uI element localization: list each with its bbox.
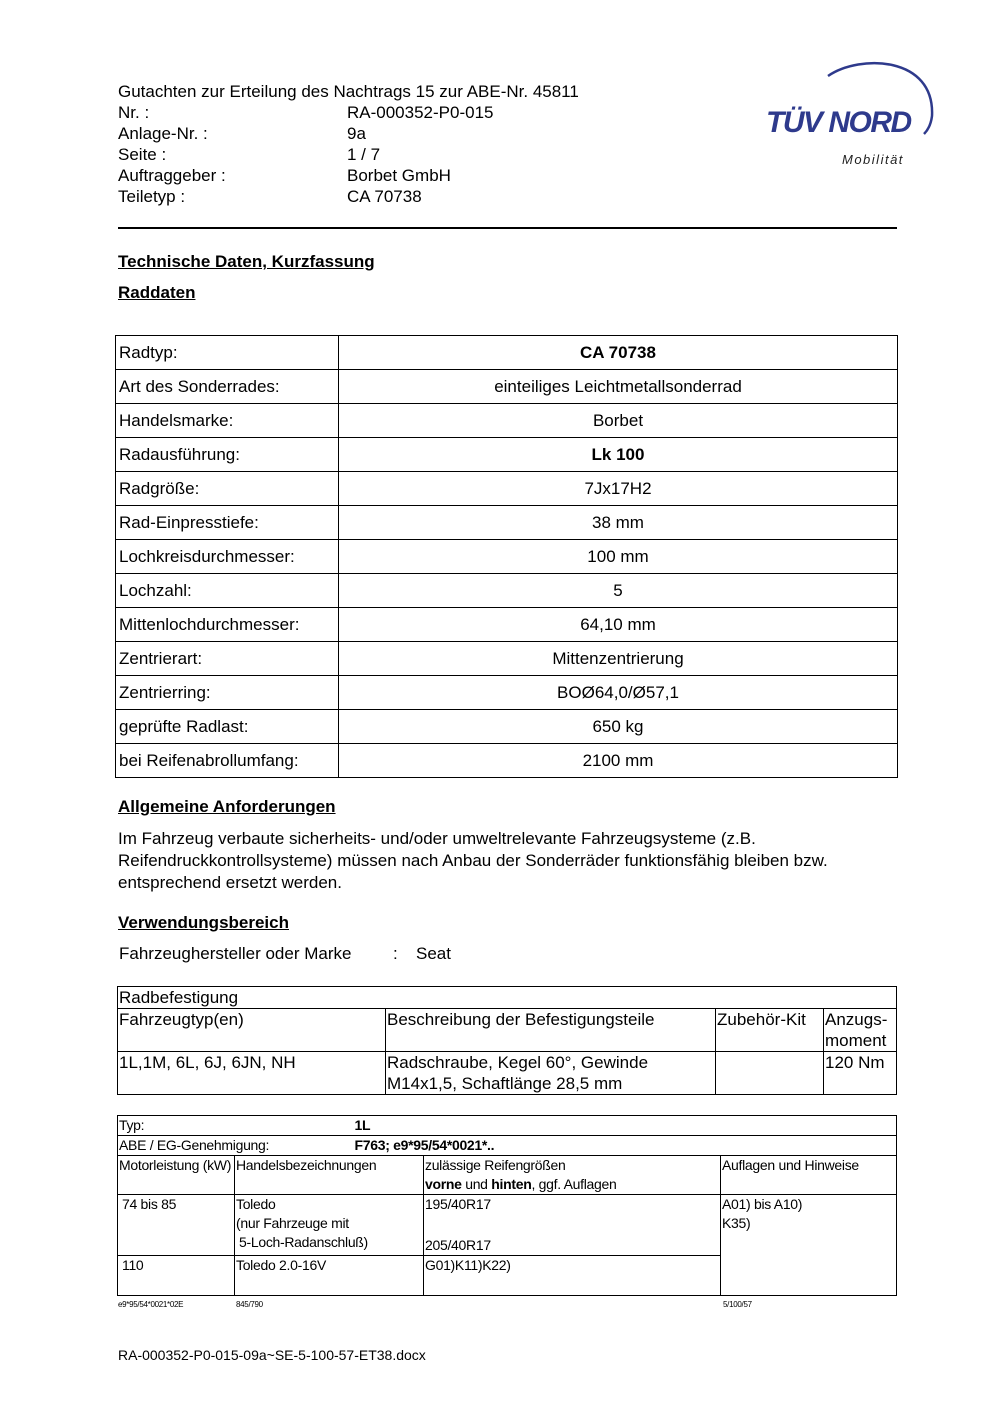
header-row-teiletyp: Teiletyp : CA 70738 [118,187,422,206]
hersteller-separator: : [393,944,398,963]
table-cell: G01)K11)K22) [424,1256,721,1296]
table-row [116,744,898,778]
row-value: 2100 mm [339,744,898,778]
row-label: Zentrierring: [116,676,339,710]
column-header: Fahrzeugtyp(en) [118,1009,386,1052]
row-value: 7Jx17H2 [339,472,898,506]
raddaten-table [115,335,898,778]
table-row [118,1052,897,1095]
column-header: Anzugs-moment [824,1009,897,1052]
row-label: Radausführung: [116,438,339,472]
abe-label: ABE / EG-Genehmigung: [119,1137,270,1153]
table-row [116,472,898,506]
table-cell: 74 bis 85 [118,1195,235,1256]
heading-raddaten: Raddaten [118,283,196,302]
row-value: Borbet [339,404,898,438]
table-cell: Toledo (nur Fahrzeuge mit 5-Loch-Radanschluß) [235,1195,424,1256]
table-cell: Toledo 2.0-16V [235,1256,424,1296]
column-header: Auflagen und Hinweise [721,1156,897,1195]
row-label: Handelsmarke: [116,404,339,438]
hersteller-label: Fahrzeughersteller oder Marke [119,944,352,963]
row-label: geprüfte Radlast: [116,710,339,744]
row-label: Rad-Einpresstiefe: [116,506,339,540]
table-cell: A01) bis A10) K35) [721,1195,897,1296]
table-row [116,336,898,370]
typ-row [118,1116,897,1136]
table-row [116,506,898,540]
hersteller-value: Seat [416,944,451,963]
typ-table [117,1115,897,1296]
radbefestigung-table [117,986,897,1095]
heading-allgemeine-anforderungen: Allgemeine Anforderungen [118,797,336,816]
table-cell: 110 [118,1256,235,1296]
row-value: CA 70738 [339,336,898,370]
row-value: 38 mm [339,506,898,540]
table-row [118,1195,897,1256]
heading-verwendungsbereich: Verwendungsbereich [118,913,289,932]
header-row-nr: Nr. : RA-000352-P0-015 [118,103,494,122]
row-value: Lk 100 [339,438,898,472]
table-row [116,404,898,438]
table-cell: Radschraube, Kegel 60°, Gewinde M14x1,5, Schaftlänge 28,5 mm [386,1052,716,1095]
typ-value: 1L [354,1117,371,1133]
table-row [116,574,898,608]
column-header: Beschreibung der Befestigungsteile [386,1009,716,1052]
logo-wordmark: TÜV NORD [766,106,911,139]
hersteller-line [119,944,451,964]
abe-value: F763; e9*95/54*0021*.. [354,1137,495,1153]
table-row [116,676,898,710]
column-header: Motorleistung (kW) [118,1156,235,1195]
header-row-auftraggeber: Auftraggeber : Borbet GmbH [118,166,451,185]
table-cell: 1L,1M, 6L, 6J, 6JN, NH [118,1052,386,1095]
table-row [116,710,898,744]
row-label: Mittenlochdurchmesser: [116,608,339,642]
column-header: Zubehör-Kit [716,1009,824,1052]
table-row [116,370,898,404]
typ-label: Typ: [119,1117,145,1133]
row-label: Radtyp: [116,336,339,370]
row-label: Lochkreisdurchmesser: [116,540,339,574]
table-row [116,438,898,472]
column-header: Handelsbezeichnungen [235,1156,424,1195]
footer-filename: RA-000352-P0-015-09a~SE-5-100-57-ET38.docx [118,1347,426,1363]
row-value: BOØ64,0/Ø57,1 [339,676,898,710]
report-title: Gutachten zur Erteilung des Nachtrags 15 zur ABE-Nr. 45811 [118,82,579,101]
table-row [118,1116,897,1136]
row-value: 64,10 mm [339,608,898,642]
table-cell: 120 Nm [824,1052,897,1095]
logo-subtitle: Mobilität [842,152,904,167]
row-value: Mittenzentrierung [339,642,898,676]
small-code-c: 5/100/57 [723,1300,752,1309]
table-row [116,608,898,642]
table-header-row [118,1009,897,1052]
row-value: einteiliges Leichtmetallsonderrad [339,370,898,404]
table-row [118,987,897,1009]
row-value: 650 kg [339,710,898,744]
heading-technische-daten: Technische Daten, Kurzfassung [118,252,375,271]
row-value: 5 [339,574,898,608]
abe-row [118,1136,897,1156]
table-title: Radbefestigung [118,987,897,1009]
small-code-b: 845/790 [236,1300,263,1309]
header-divider [118,227,897,229]
row-label: bei Reifenabrollumfang: [116,744,339,778]
row-label: Art des Sonderrades: [116,370,339,404]
row-value: 100 mm [339,540,898,574]
column-header: zulässige Reifengrößen vorne und hinten, ggf. Auflagen [424,1156,721,1195]
table-row [116,540,898,574]
row-label: Radgröße: [116,472,339,506]
table-cell: 195/40R17 205/40R17 [424,1195,721,1256]
allgemein-paragraph: Im Fahrzeug verbaute sicherheits- und/oder umweltrelevante Fahrzeugsysteme (z.B. Reifendruckkontrollsysteme) müssen nach Anbau der Sonderräder funktionsfähig bleiben bzw. entsprechend ersetzt werden. [118,829,828,892]
table-row [118,1136,897,1156]
row-label: Zentrierart: [116,642,339,676]
table-cell [716,1052,824,1095]
table-header-row [118,1156,897,1195]
table-row [116,642,898,676]
header-row-seite: Seite : 1 / 7 [118,145,381,164]
small-code-a: e9*95/54*0021*02E [118,1300,184,1309]
row-label: Lochzahl: [116,574,339,608]
header-row-anlage: Anlage-Nr. : 9a [118,124,366,143]
